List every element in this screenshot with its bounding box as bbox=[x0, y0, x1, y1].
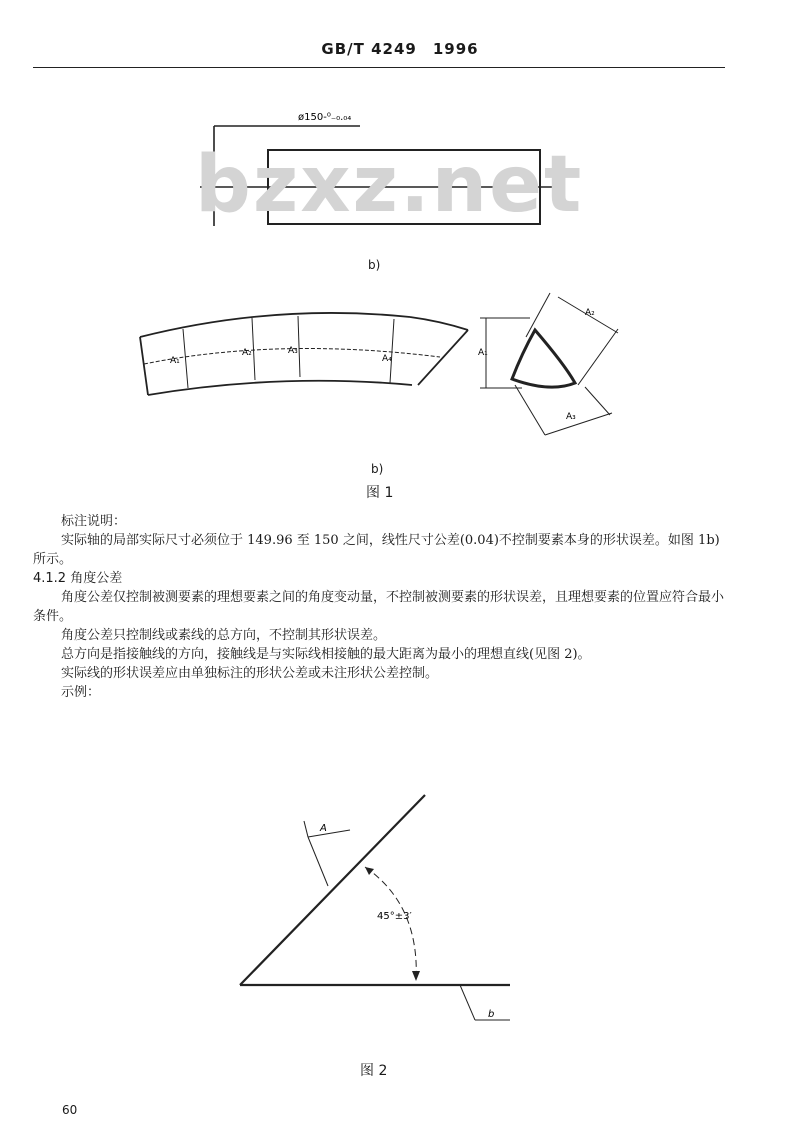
header-separator bbox=[417, 40, 433, 58]
section-heading: 4.1.2 角度公差 bbox=[33, 571, 123, 586]
label-a3: A₃ bbox=[288, 346, 298, 356]
label-a: A bbox=[320, 823, 327, 834]
standard-code: GB/T 4249 bbox=[321, 40, 417, 58]
label-a2: A₂ bbox=[242, 348, 252, 358]
arrow-bottom bbox=[412, 971, 420, 981]
figure-2 bbox=[220, 785, 530, 1035]
arrow-top bbox=[365, 867, 374, 875]
angle-arc bbox=[365, 867, 416, 981]
label-tri-a3: A₃ bbox=[566, 412, 576, 422]
label-tri-a1: A₁ bbox=[478, 348, 488, 358]
paragraph-4: 实际线的形状误差应由单独标注的形状公差或未注形状公差控制。 bbox=[61, 666, 439, 681]
inclined-line bbox=[240, 795, 425, 985]
datum-b-leader bbox=[460, 985, 510, 1020]
watermark: bzxz.net bbox=[195, 140, 584, 230]
example-label: 示例： bbox=[61, 685, 101, 700]
note-title: 标注说明： bbox=[61, 514, 127, 529]
standard-year: 1996 bbox=[432, 40, 479, 58]
note-body: 实际轴的局部实际尺寸必须位于 149.96 至 150 之间，线性尺寸公差(0.04)不控制要素本身的形状误差。如图 1b)所示。 bbox=[33, 533, 720, 567]
paragraph-3: 总方向是指接触线的方向，接触线是与实际线相接触的最大距离为最小的理想直线(见图 2)。 bbox=[61, 647, 591, 662]
label-b: b bbox=[488, 1009, 495, 1020]
page-number: 60 bbox=[62, 1103, 78, 1117]
curved-shaft bbox=[140, 313, 468, 395]
label-tri-a2: A₂ bbox=[585, 308, 595, 318]
figure-1a-caption: b) bbox=[368, 258, 381, 272]
figure-1-title: 图 1 bbox=[366, 485, 394, 501]
reuleaux-triangle bbox=[480, 293, 618, 435]
page-header bbox=[0, 40, 800, 58]
angle-label: 45°±3′ bbox=[377, 911, 412, 922]
figure-1b bbox=[130, 285, 640, 460]
label-a4: A₄ bbox=[382, 354, 392, 364]
header-rule bbox=[33, 67, 725, 68]
paragraph-2: 角度公差只控制线或素线的总方向，不控制其形状误差。 bbox=[61, 628, 387, 643]
figure-1b-caption: b) bbox=[371, 462, 384, 476]
dimension-text: ø150-⁰₋₀.₀₄ bbox=[298, 112, 352, 123]
datum-a-leader bbox=[304, 821, 350, 886]
paragraph-1: 角度公差仅控制被测要素的理想要素之间的角度变动量，不控制被测要素的形状误差，且理想要素的位置应符合最小条件。 bbox=[33, 590, 725, 624]
label-a1: A₁ bbox=[170, 356, 180, 366]
body-text bbox=[33, 512, 725, 702]
figure-2-title: 图 2 bbox=[360, 1063, 388, 1079]
